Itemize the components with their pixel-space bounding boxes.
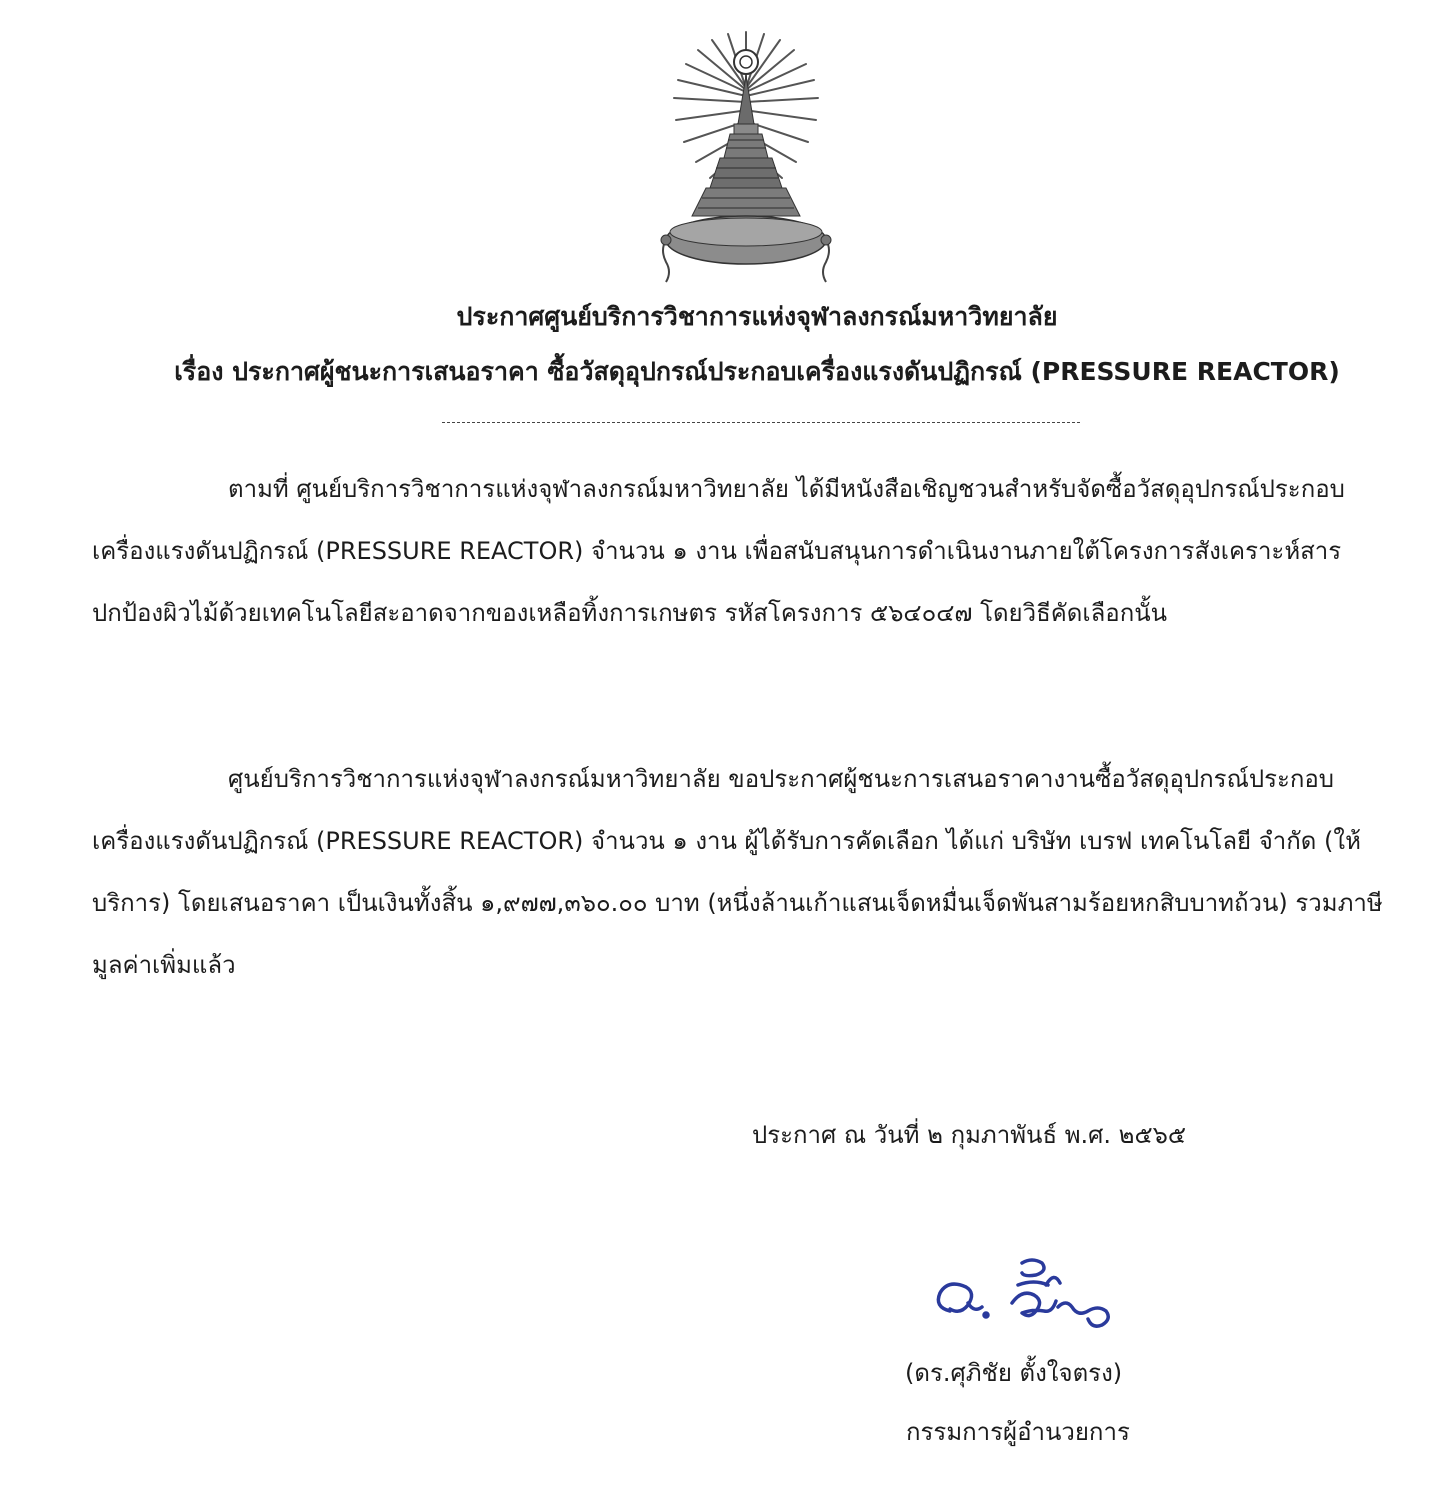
paragraph-winner-text: ศูนย์บริการวิชาการแห่งจุฬาลงกรณ์มหาวิทยาลัย ขอประกาศผู้ชนะการเสนอราคางานซื้อวัสดุอุปกรณ์ประกอบเครื่องแรงดันปฏิกรณ์ (PRESSURE REACTOR) จำนวน ๑ งาน ผู้ได้รับการคัดเลือก ได้แก่ บริษัท เบรฟ เทคโนโลยี จำกัด (ให้บริการ) โดยเสนอราคา เป็นเงินทั้งสิ้น ๑,๙๗๗,๓๖๐.๐๐ บาท (หนึ่งล้านเก้าแสนเจ็ดหมื่นเจ็ดพันสามร้อยหกสิบบาทถ้วน) รวมภาษีมูลค่าเพิ่มแล้ว: [92, 765, 1383, 979]
signer-name: (ดร.ศุภิชัย ตั้งใจตรง): [905, 1359, 1123, 1387]
announcement-title: ประกาศศูนย์บริการวิชาการแห่งจุฬาลงกรณ์มหาวิทยาลัย: [456, 302, 1058, 331]
announcement-date: ประกาศ ณ วันที่ ๒ กุมภาพันธ์ พ.ศ. ๒๕๖๕: [752, 1121, 1187, 1149]
phra-kiao-emblem-icon: [658, 28, 834, 284]
paragraph-background: [92, 458, 1392, 644]
title-separator: [442, 422, 1080, 423]
paragraph-winner: [92, 748, 1392, 996]
paragraph-background-text: ตามที่ ศูนย์บริการวิชาการแห่งจุฬาลงกรณ์มหาวิทยาลัย ได้มีหนังสือเชิญชวนสำหรับจัดซื้อวัสดุอุปกรณ์ประกอบเครื่องแรงดันปฏิกรณ์ (PRESSURE REACTOR) จำนวน ๑ งาน เพื่อสนับสนุนการดำเนินงานภายใต้โครงการสังเคราะห์สารปกป้องผิวไม้ด้วยเทคโนโลยีสะอาดจากของเหลือทิ้งการเกษตร รหัสโครงการ ๕๖๔๐๔๗ โดยวิธีคัดเลือกนั้น: [92, 475, 1345, 627]
announcement-subject: เรื่อง ประกาศผู้ชนะการเสนอราคา ซื้อวัสดุอุปกรณ์ประกอบเครื่องแรงดันปฏิกรณ์ (PRESSURE REACTOR): [174, 357, 1340, 386]
signer-position: กรรมการผู้อำนวยการ: [906, 1418, 1130, 1446]
handwritten-signature-icon: [928, 1255, 1138, 1335]
